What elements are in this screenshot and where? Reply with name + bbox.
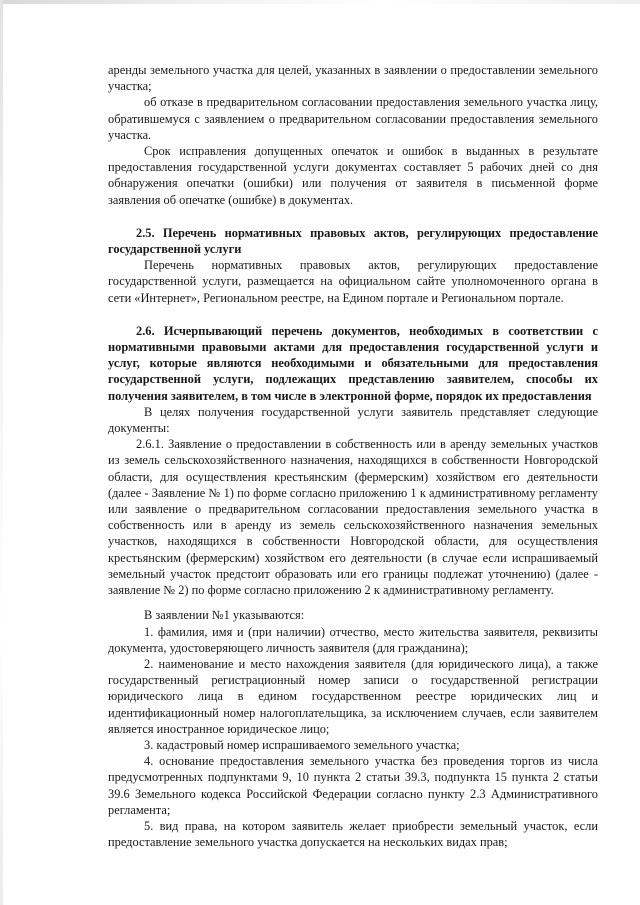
heading-2-5: 2.5. Перечень нормативных правовых актов, регулирующих предоставление государственной услуги [108,225,598,257]
section-gap [108,598,598,607]
paragraph-application-contents: В заявлении №1 указываются: [144,608,305,623]
paragraph-lease-purposes: аренды земельного участка для целей, указанных в заявлении о предоставлении земельного участка; [108,63,598,94]
list-item-1: 1. фамилия, имя и (при наличии) отчество, место жительства заявителя, реквизиты документа, удостоверяющего личность заявителя (для гражданина); [108,624,598,655]
list-item-4: 4. основание предоставления земельного участка без проведения торгов из числа предусмотренных подпунктами 9, 10 пункта 2 статьи 39.3, подпункта 15 пункта 2 статьи 39.6 Земельного кодекса Российской Федерации согласно пункту 2.3 Административного регламента; [108,754,598,817]
section-gap [108,208,598,225]
scan-edge-left [0,0,3,905]
scan-edge-top [0,0,640,4]
paragraph-documents-intro: В целях получения государственной услуги заявитель представляет следующие документы: [108,404,598,436]
paragraph-correction-term: Срок исправления допущенных опечаток и ошибок в выданных в результате предоставления государственной услуги документах составляет 5 рабочих дней со дня обнаружения опечатки (ошибки) или получения от заявителя в письменной форме заявления об опечатке (ошибке) в документах. [108,144,598,207]
paragraph-legal-acts-list: Перечень нормативных правовых актов, регулирующих предоставление государственной услуги, размещается на официальном сайте уполномоченного органа в сети «Интернет», Региональном реестре, на Едином портале и Региональном портале. [108,258,598,305]
paragraph-2-6-1: 2.6.1. Заявление о предоставлении в собственность или в аренду земельных участков из земель сельскохозяйственного назначения, находящихся в собственности Новгородской области, для осуществления крестьянским (фермерским) хозяйством его деятельности (далее - Заявление № 1) по форме согласно приложению 1 к административному регламенту или заявление о предварительном согласовании предоставления земельного участка в собственность или в аренду из земель сельскохозяйственного назначения земельных участков, находящихся в собственности Новгородской области, для осуществления крестьянским (фермерским) хозяйством его деятельности (в случае если испрашиваемый земельный участок предстоит образовать или его границы подлежат уточнению) (далее - заявление № 2) по форме согласно приложению 2 к административному регламенту. [108,437,598,598]
document-page [108,62,598,850]
heading-2-6: 2.6. Исчерпывающий перечень документов, необходимых в соответствии с нормативными правовыми актами для предоставления государственной услуги и услуг, которые являются необходимыми и обязательными для предоставления государственной услуги, подлежащих представлению заявителем, способы их получения заявителем, в том числе в электронной форме, порядок их предоставления [108,323,598,403]
list-item-2: 2. наименование и место нахождения заявителя (для юридического лица), а также государственный регистрационный номер записи о государственной регистрации юридического лица в едином государственном реестре юридических лиц и идентификационный номер налогоплательщика, за исключением случаев, если заявителем является иностранное юридическое лицо; [108,656,598,736]
paragraph-refusal: об отказе в предварительном согласовании предоставления земельного участка лицу, обратившемуся с заявлением о предварительном согласовании предоставления земельного участка. [108,95,598,142]
list-item-3: 3. кадастровый номер испрашиваемого земельного участка; [144,737,460,752]
list-item-5: 5. вид права, на котором заявитель желает приобрести земельный участок, если предоставление земельного участка допускается на нескольких видах прав; [108,818,598,850]
section-gap [108,306,598,323]
